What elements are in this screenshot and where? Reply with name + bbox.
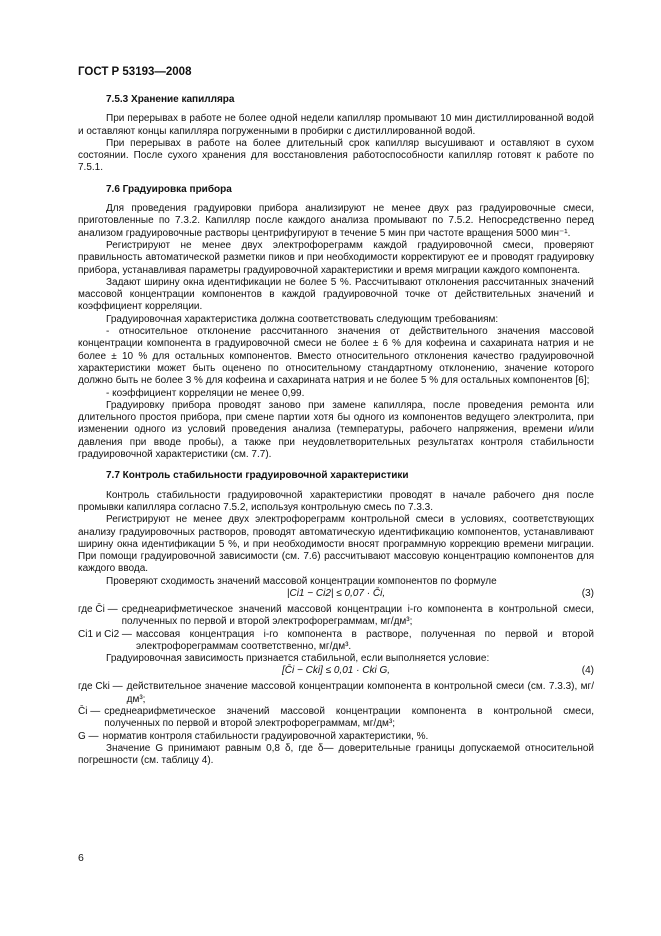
- standard-header: ГОСТ Р 53193—2008: [78, 66, 192, 78]
- definition-term: где C̄i —: [78, 603, 118, 615]
- equation-number: (4): [581, 665, 594, 677]
- paragraph: Регистрируют не менее двух электрофореграмм контрольной смеси в условиях, соответствующих анализу градуировочных растворов, проводят автоматическую идентификацию компонентов, устанавливают ширину окна идентификации 5 %, и при необходимости вносят программную коррекцию времени миграции. При помощи градуировочной зависимости (см. 7.6) рассчитывают массовую концентрацию компонентов для каждого ввода.: [78, 514, 594, 575]
- definition-term: C̄i —: [78, 706, 101, 718]
- definition-term: где Cki —: [78, 681, 123, 693]
- definition-term: Ci1 и Ci2 —: [78, 628, 132, 640]
- definition-text: среднеарифметическое значений массовой концентрации компонента в контрольной смеси, полученных по первой и второй электрофореграммам, мг/дм³;: [104, 706, 594, 730]
- page-number: 6: [78, 852, 84, 864]
- definition-item: [78, 681, 594, 706]
- list-item: - коэффициент корреляции не менее 0,99.: [106, 387, 305, 399]
- paragraph: Проверяют сходимость значений массовой концентрации компонентов по формуле: [106, 575, 497, 587]
- equation-number: (3): [581, 587, 594, 599]
- section-title-7-5-3: 7.5.3 Хранение капилляра: [106, 94, 235, 105]
- definition-text: массовая концентрация i-го компонента в растворе, полученная по первой и второй электрофореграммам соответственно, мг/дм³.: [135, 628, 594, 652]
- document-body: [78, 94, 594, 768]
- formula-3: [78, 588, 594, 604]
- paragraph: Для проведения градуировки прибора анализируют не менее двух раз градуировочные смеси, приготовленные по 7.3.2. Капилляр после каждого анализа промывают по 7.5.2. Непосредственно перед анализом градуировочные растворы центрифугируют в течение 5 мин при частоте вращения 5000 мин⁻¹.: [78, 203, 594, 239]
- definition-item: [78, 706, 594, 731]
- paragraph: Градуировочная характеристика должна соответствовать следующим требованиям:: [106, 313, 499, 325]
- list-item: - относительное отклонение рассчитанного значения от действительного значения массовой концентрации компонента в градуировочной смеси не более ± 6 % для кофеина и сахарината натрия и не более ± 10 % для остальных компонентов. Вместо относительного отклонения качество градуировочной характеристики может быть оценено по относительному стандартному отклонению, значение которого должно быть не более 3 % для кофеина и сахарината натрия и не более 5 % для остальных компонентов [6];: [78, 326, 594, 387]
- formula-expression: |Ci1 − Ci2| ≤ 0,07 · C̄i,: [286, 587, 386, 599]
- definition-item: [78, 604, 594, 629]
- definition-item: [78, 629, 594, 654]
- definition-text: среднеарифметическое значений массовой концентрации i-го компонента в контрольной смеси, полученных по первой и второй электрофореграммам, мг/дм³;: [121, 603, 594, 628]
- paragraph: При перерывах в работе не более одной недели капилляр промывают 10 мин дистиллированной водой и оставляют концы капилляра погруженными в пробирки с дистиллированной водой.: [78, 113, 594, 137]
- paragraph: Градуировочная зависимость признается стабильной, если выполняется условие:: [106, 653, 490, 665]
- paragraph: Регистрируют не менее двух электрофореграмм каждой градуировочной смеси, проверяют правильность автоматической разметки пиков и при необходимости корректируют ее и проводят градуировку прибора, устанавливая параметры градуировочной характеристики и время миграции каждого компонента.: [78, 239, 594, 276]
- definition-text: действительное значение массовой концентрации компонента в контрольной смеси (см. 7.3.3), мг/дм³;: [126, 681, 594, 705]
- definitions-list: [78, 604, 594, 653]
- formula-expression: [C̄i − Cki] ≤ 0,01 · Cki G,: [281, 665, 390, 677]
- formula-4: [78, 665, 594, 681]
- definition-item: [78, 731, 594, 743]
- definitions-list: [78, 681, 594, 742]
- paragraph: Контроль стабильности градуировочной характеристики проводят в начале рабочего дня после промывки капилляра согласно 7.5.2, используя контрольную смесь по 7.3.3.: [78, 489, 594, 513]
- paragraph: При перерывах в работе на более длительный срок капилляр высушивают и оставляют в сухом состоянии. После сухого хранения для восстановления работоспособности капилляр готовят к работе по 7.5.1.: [78, 137, 594, 174]
- section-title-7-7: 7.7 Контроль стабильности градуировочной характеристики: [106, 470, 409, 482]
- paragraph: Задают ширину окна идентификации не более 5 %. Рассчитывают отклонения рассчитанных значений массовой концентрации компонентов в каждой градуировочной точке от действительных значений и коэффициент корреляции.: [78, 276, 594, 313]
- section-title-7-6: 7.6 Градуировка прибора: [106, 183, 232, 195]
- definition-text: норматив контроля стабильности градуировочной характеристики, %.: [102, 730, 429, 742]
- definition-term: G —: [78, 730, 99, 742]
- paragraph: Градуировку прибора проводят заново при замене капилляра, после проведения ремонта или длительного простоя прибора, при смене партии хотя бы одного из компонентов ведущего электролита, при изменении одного из условий проведения анализа (температуры, рабочего напряжения, времени и/или давления при вводе пробы), а также при неудовлетворительных результатах контроля стабильности градуировочной характеристики (см. 7.7).: [78, 399, 594, 461]
- paragraph: Значение G принимают равным 0,8 δ, где δ— доверительные границы допускаемой относительной погрешности (см. таблицу 4).: [78, 742, 594, 767]
